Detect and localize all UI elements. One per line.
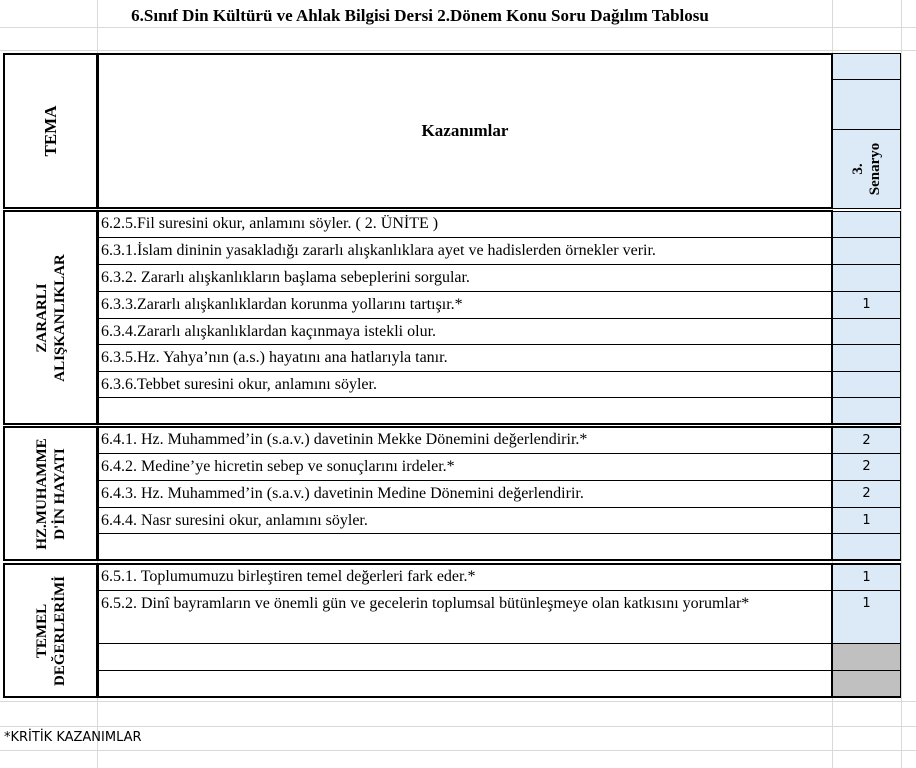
theme-line2: D'İN HAYATI — [51, 447, 68, 540]
gridline — [901, 0, 902, 768]
theme-label — [33, 575, 69, 685]
table-cell-gray — [832, 671, 901, 698]
theme-line2: DEĞERLERİMİ — [51, 575, 68, 686]
theme-line1: TEMEL — [33, 603, 50, 658]
table-cell — [832, 238, 901, 265]
table-row: 6.3.2. Zararlı alışkanlıkların başlama sebeplerini sorgular. — [98, 265, 832, 292]
gridline — [0, 50, 916, 51]
table-row-empty — [98, 671, 832, 697]
table-cell — [832, 372, 901, 398]
table-cell-gray — [832, 644, 901, 671]
table-row-empty — [98, 398, 832, 424]
gridline — [0, 726, 916, 727]
table-cell: 1 — [832, 292, 901, 319]
header-blank-cell — [832, 53, 901, 80]
table-row: 6.3.6.Tebbet suresini okur, anlamını söyler. — [98, 372, 832, 398]
gridline — [0, 750, 916, 751]
table-cell: 1 — [832, 508, 901, 534]
page-title: 6.Sınıf Din Kültürü ve Ahlak Bilgisi Dersi 2.Dönem Konu Soru Dağılım Tablosu — [131, 6, 709, 25]
table-row: 6.4.3. Hz. Muhammed’in (s.a.v.) davetinin Medine Dönemini değerlendirir. — [98, 481, 832, 508]
table-row-empty — [98, 644, 832, 671]
theme-label — [33, 254, 69, 382]
table-row: 6.3.5.Hz. Yahya’nın (a.s.) hayatını ana hatlarıyla tanır. — [98, 345, 832, 372]
table-row: 6.5.1. Toplumumuzu birleştiren temel değerleri fark eder.* — [98, 564, 832, 591]
header-tema — [3, 53, 98, 209]
theme-hz-muhammed — [3, 426, 98, 561]
table-row-empty — [98, 534, 832, 560]
table-row: 6.4.1. Hz. Muhammed’in (s.a.v.) davetinin Mekke Dönemini değerlendirir.* — [98, 427, 832, 454]
theme-temel-degerler — [3, 563, 98, 698]
table-cell — [832, 265, 901, 292]
theme-line2: ALIŞKANLIKLAR — [51, 253, 68, 382]
gridline — [0, 27, 916, 28]
table-cell — [832, 319, 901, 345]
table-row: 6.3.1.İslam dininin yasakladığı zararlı alışkanlıklara ayet ve hadislerden örnekler verir. — [98, 238, 832, 265]
header-tema-label: TEMA — [40, 105, 60, 157]
table-cell — [832, 534, 901, 561]
table-cell — [832, 398, 901, 425]
theme-line1: ZARARLI — [33, 282, 50, 353]
theme-zararli — [3, 210, 98, 425]
table-cell: 1 — [832, 591, 901, 644]
header-senaryo-label — [850, 143, 884, 196]
gridline — [0, 701, 916, 702]
senaryo-line2: Senaryo — [866, 142, 883, 196]
theme-line1: HZ.MUHAMME — [33, 437, 50, 550]
table-cell: 2 — [832, 481, 901, 508]
table-cell — [832, 345, 901, 372]
table-row: 6.3.3.Zararlı alışkanlıklardan korunma yollarını tartışır.* — [98, 292, 832, 319]
table-cell: 2 — [832, 454, 901, 481]
header-blank-cell — [832, 79, 901, 130]
senaryo-line1: 3. — [849, 163, 866, 175]
header-kazanimlar: Kazanımlar — [97, 53, 833, 209]
header-senaryo — [832, 129, 901, 209]
footnote: *KRİTİK KAZANIMLAR — [4, 730, 142, 745]
theme-label — [33, 438, 69, 549]
table-row: 6.4.2. Medine’ye hicretin sebep ve sonuçlarını irdeler.* — [98, 454, 832, 481]
table-cell: 2 — [832, 426, 901, 454]
table-row: 6.3.4.Zararlı alışkanlıklardan kaçınmaya istekli olur. — [98, 319, 832, 345]
table-cell — [832, 211, 901, 238]
table-row: 6.5.2. Dinî bayramların ve önemli gün ve gecelerin toplumsal bütünleşmeye olan katkısını yorumlar* — [98, 591, 832, 644]
table-row: 6.4.4. Nasr suresini okur, anlamını söyler. — [98, 508, 832, 534]
table-row: 6.2.5.Fil suresini okur, anlamını söyler. ( 2. ÜNİTE ) — [98, 211, 832, 238]
table-cell: 1 — [832, 563, 901, 591]
